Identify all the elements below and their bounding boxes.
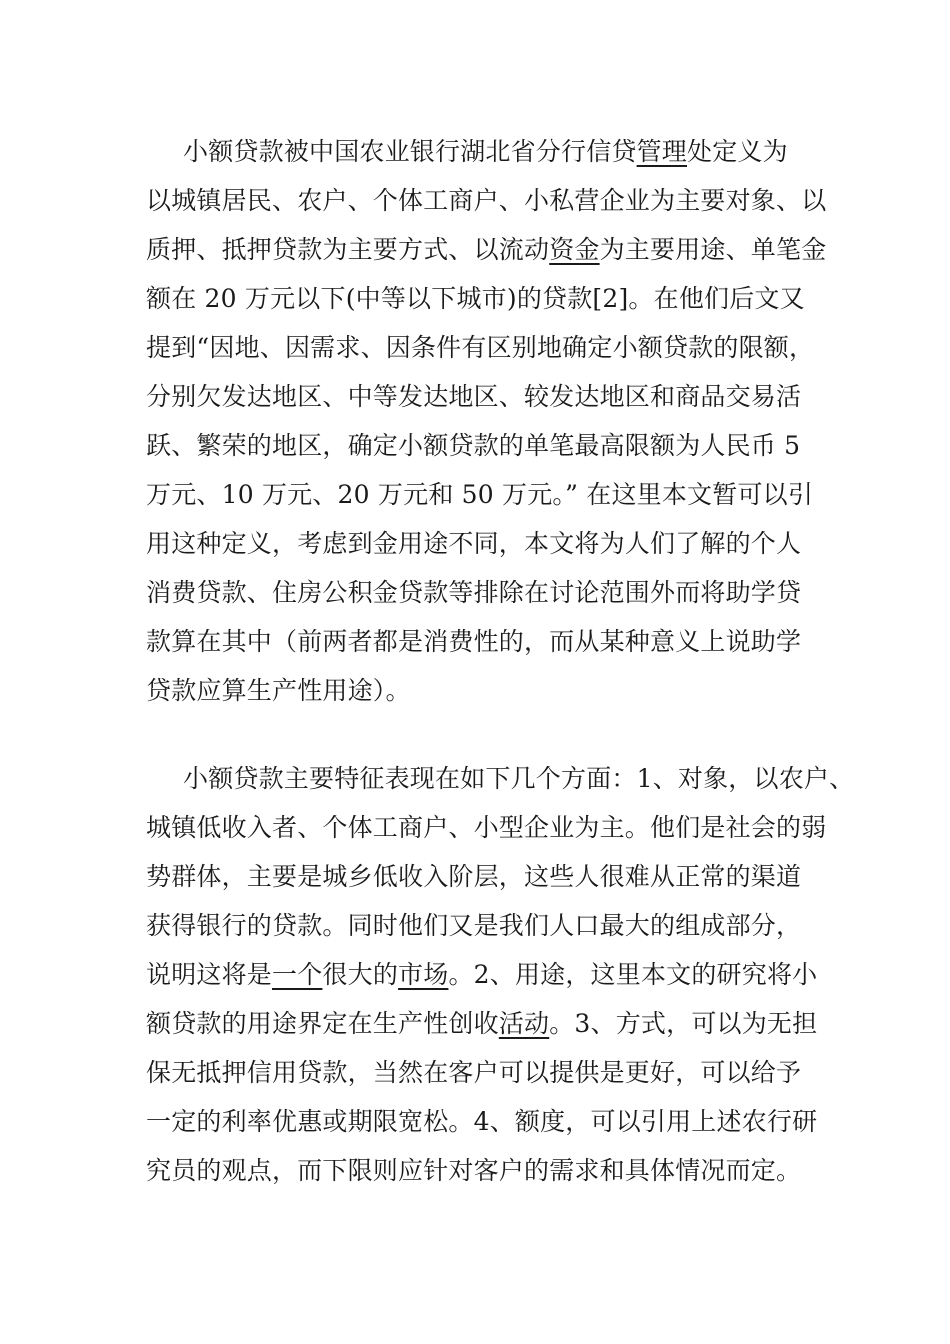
text-line: 分别欠发达地区、中等发达地区、较发达地区和商品交易活 [146,382,802,411]
text-span: 很大的 [322,960,399,989]
paragraph-2 [146,754,855,1195]
text-line: 获得银行的贷款。同时他们又是我们人口最大的组成部分， [146,911,802,940]
underlined-term: 资金 [549,235,600,264]
text-span: 为主要用途、单笔金 [599,235,827,264]
underlined-term: 市场 [398,960,449,989]
text-line: 贷款应算生产性用途）。 [146,676,411,705]
underlined-term: 一个 [272,960,323,989]
text-line [146,127,846,176]
paragraph-1 [146,127,846,715]
text-line: 款算在其中（前两者都是消费性的，而从某种意义上说助学 [146,627,802,656]
text-line [146,999,846,1048]
underlined-term: 管理 [636,137,688,166]
text-line: 一定的利率优惠或期限宽松。4、额度，可以引用上述农行研 [146,1107,818,1136]
text-span: 质押、抵押贷款为主要方式、以流动 [146,235,550,264]
text-span: 。3、方式，可以为无担 [549,1009,818,1038]
text-line: 以城镇居民、农户、个体工商户、小私营企业为主要对象、以 [146,186,827,215]
text-span: 说明这将是 [146,960,273,989]
text-line: 势群体，主要是城乡低收入阶层，这些人很难从正常的渠道 [146,862,802,891]
text-line: 提到“因地、因需求、因条件有区别地确定小额贷款的限额， [146,333,815,362]
text-span: 小额贷款被中国农业银行湖北省分行信贷 [183,137,637,166]
text-line: 消费贷款、住房公积金贷款等排除在讨论范围外而将助学贷 [146,578,802,607]
text-span: 处定义为 [687,137,788,166]
text-line: 小额贷款主要特征表现在如下几个方面：1、对象，以农户、 [183,764,855,793]
text-line [146,225,846,274]
text-line: 保无抵押信用贷款，当然在客户可以提供是更好，可以给予 [146,1058,802,1087]
text-line: 用这种定义，考虑到金用途不同，本文将为人们了解的个人 [146,529,802,558]
text-line [146,950,846,999]
text-line: 万元、10 万元、20 万元和 50 万元。” 在这里本文暂可以引 [146,480,814,509]
text-line: 额在 20 万元以下(中等以下城市)的贷款[2]。在他们后文又 [146,284,805,313]
underlined-term: 活动 [498,1009,550,1038]
text-line: 城镇低收入者、个体工商户、小型企业为主。他们是社会的弱 [146,813,827,842]
text-line: 跃、繁荣的地区，确定小额贷款的单笔最高限额为人民币 5 [146,431,801,460]
text-span: 。2、用途，这里本文的研究将小 [448,960,818,989]
text-line: 究员的观点，而下限则应针对客户的需求和具体情况而定。 [146,1156,802,1185]
text-span: 额贷款的用途界定在生产性创收 [146,1009,499,1038]
